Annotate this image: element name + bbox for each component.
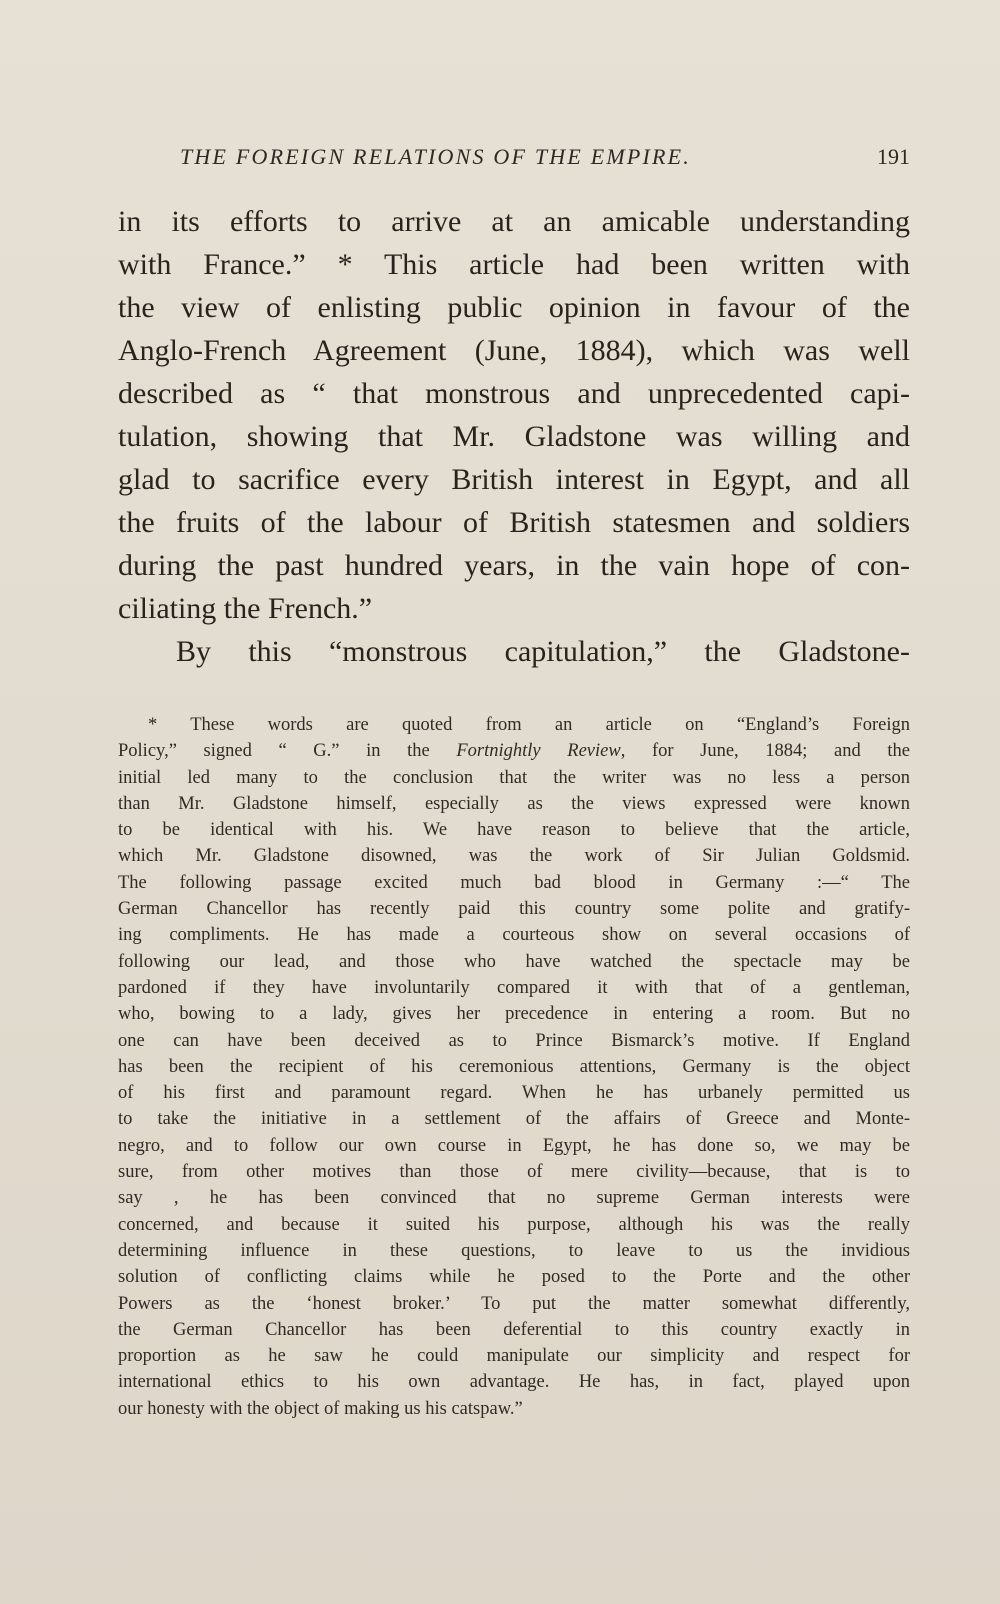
- footnote-line: ing compliments. He has made a courteous show on several occasions of: [118, 925, 910, 946]
- body-line: Anglo-French Agreement (June, 1884), which was well: [118, 334, 910, 367]
- body-line: By this “monstrous capitulation,” the Gladstone-: [176, 635, 910, 668]
- footnote-line: which Mr. Gladstone disowned, was the work of Sir Julian Goldsmid.: [118, 846, 910, 867]
- footnote-line: say , he has been convinced that no supreme German interests were: [118, 1188, 910, 1209]
- body-line: ciliating the French.”: [118, 592, 373, 625]
- footnote-line: has been the recipient of his ceremonious attentions, Germany is the object: [118, 1056, 910, 1077]
- footnote-line: international ethics to his own advantage. He has, in fact, played upon: [118, 1372, 910, 1393]
- footnote-line: who, bowing to a lady, gives her precedence in entering a room. But no: [118, 1004, 910, 1025]
- footnote-line: to take the initiative in a settlement of the affairs of Greece and Monte-: [118, 1109, 910, 1130]
- body-line: during the past hundred years, in the vain hope of con-: [118, 549, 910, 582]
- footnote-line: pardoned if they have involuntarily compared it with that of a gentleman,: [118, 977, 910, 998]
- footnote-line: concerned, and because it suited his purpose, although his was the really: [118, 1214, 910, 1235]
- body-line: glad to sacrifice every British interest in Egypt, and all: [118, 463, 910, 496]
- footnote-line: to be identical with his. We have reason to believe that the article,: [118, 820, 910, 841]
- footnote-text: Policy,” signed “ G.” in the: [118, 741, 457, 762]
- footnote-line: The following passage excited much bad blood in Germany :—“ The: [118, 872, 910, 893]
- footnote-line: of his first and paramount regard. When he has urbanely permitted us: [118, 1083, 910, 1104]
- footnote-line: sure, from other motives than those of mere civility—because, that is to: [118, 1162, 910, 1183]
- footnote-line: * These words are quoted from an article on “England’s Foreign: [148, 715, 910, 735]
- body-line: the fruits of the labour of British statesmen and soldiers: [118, 506, 910, 539]
- body-line: the view of enlisting public opinion in favour of the: [118, 291, 910, 324]
- footnote-line: the German Chancellor has been deferential to this country exactly in: [118, 1319, 910, 1340]
- footnote-line: determining influence in these questions, to leave to us the invidious: [118, 1240, 910, 1261]
- footnote-line: German Chancellor has recently paid this country some polite and gratify-: [118, 899, 910, 920]
- body-line: tulation, showing that Mr. Gladstone was willing and: [118, 420, 910, 453]
- page-number: 191: [877, 144, 910, 169]
- footnote-line: [118, 738, 910, 764]
- body-line: in its efforts to arrive at an amicable understanding: [118, 205, 910, 238]
- footnote: [118, 712, 910, 1422]
- footnote-line: solution of conflicting claims while he posed to the Porte and the other: [118, 1267, 910, 1288]
- running-title: THE FOREIGN RELATIONS OF THE EMPIRE.: [180, 144, 692, 169]
- footnote-line: Powers as the ‘honest broker.’ To put the matter somewhat differently,: [118, 1293, 910, 1314]
- body-line: with France.” * This article had been written with: [118, 248, 910, 281]
- footnote-line: following our lead, and those who have watched the spectacle may be: [118, 951, 910, 972]
- footnote-line: than Mr. Gladstone himself, especially as the views expressed were known: [118, 793, 910, 814]
- journal-title: Fortnightly Review: [456, 741, 621, 762]
- footnote-line: one can have been deceived as to Prince Bismarck’s motive. If England: [118, 1030, 910, 1051]
- body-text: [118, 200, 910, 673]
- footnote-line: initial led many to the conclusion that the writer was no less a person: [118, 767, 910, 788]
- footnote-line: our honesty with the object of making us his catspaw.”: [118, 1398, 523, 1419]
- body-line: described as “ that monstrous and unprecedented capi-: [118, 377, 910, 410]
- footnote-line: negro, and to follow our own course in Egypt, he has done so, we may be: [118, 1135, 910, 1156]
- footnote-text: , for June, 1884; and the: [620, 741, 910, 762]
- footnote-line: proportion as he saw he could manipulate our simplicity and respect for: [118, 1346, 910, 1367]
- running-head: [118, 144, 910, 178]
